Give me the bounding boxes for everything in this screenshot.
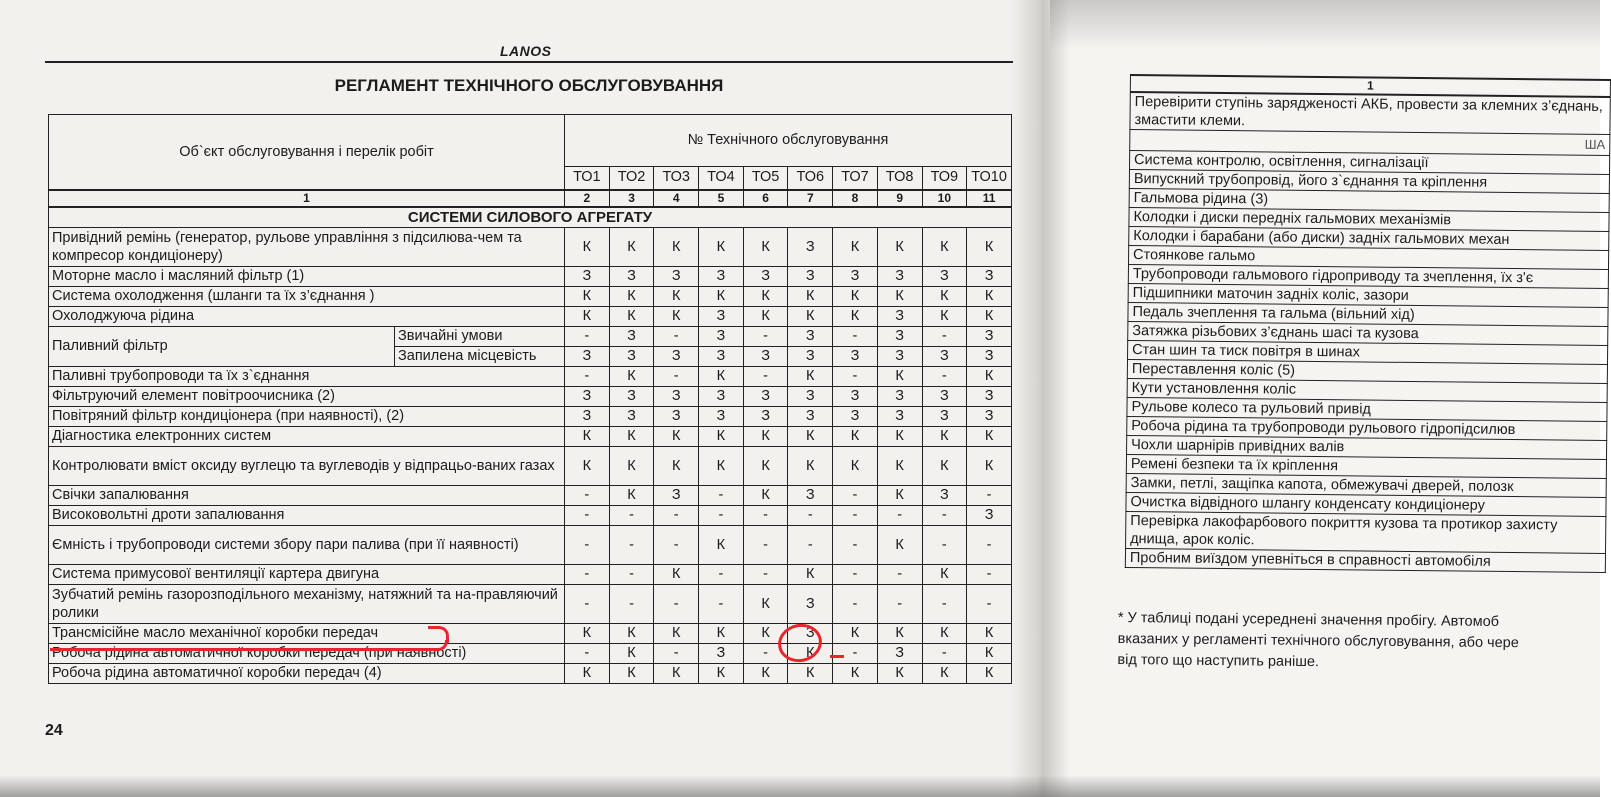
table-cell: К <box>833 664 878 684</box>
table-cell: К <box>609 624 654 644</box>
table-cell: З <box>833 387 878 407</box>
table-cell: К <box>699 447 744 486</box>
table-cell: К <box>967 644 1012 664</box>
table-cell: К <box>609 664 654 684</box>
table-cell: К <box>565 228 610 267</box>
table-cell: - <box>743 526 788 565</box>
table-cell: - <box>565 506 610 526</box>
table-cell: - <box>609 526 654 565</box>
table-cell: З <box>699 307 744 327</box>
table-cell: К <box>967 427 1012 447</box>
table-cell: К <box>609 486 654 506</box>
table-cell: З <box>967 387 1012 407</box>
table-cell: - <box>833 506 878 526</box>
right-table-item: Кути установлення коліс <box>1127 378 1607 402</box>
footnote-line: * У таблиці подані усереднені значення пробігу. Автомоб <box>1117 609 1500 630</box>
column-number: 5 <box>699 190 744 207</box>
row-label: Робоча рідина автоматичної коробки передач (4) <box>49 664 565 684</box>
table-cell: З <box>565 347 610 367</box>
right-table-item: Замки, петлі, защіпка капота, обмежувачі дверей, полозк <box>1126 473 1606 497</box>
table-cell: З <box>877 327 922 347</box>
table-cell: К <box>609 287 654 307</box>
table-cell: З <box>743 387 788 407</box>
table-cell: К <box>967 447 1012 486</box>
right-table-item: Перевірка лакофарбового покриття кузова та протикор захисту днища, арок коліс. <box>1126 511 1606 553</box>
table-cell: З <box>699 347 744 367</box>
table-row <box>49 387 1012 407</box>
table-cell: - <box>833 486 878 506</box>
right-table-item: Трубопроводи гальмового гідроприводу та зчеплення, їх з'є <box>1128 264 1608 288</box>
table-row <box>49 367 1012 387</box>
table-row <box>49 506 1012 526</box>
table-cell: - <box>743 327 788 347</box>
table-cell: К <box>654 228 699 267</box>
table-cell: З <box>743 267 788 287</box>
table-cell: К <box>833 427 878 447</box>
right-maintenance-table <box>1125 74 1611 573</box>
table-cell: - <box>833 565 878 585</box>
table-cell: - <box>699 585 744 624</box>
table-cell: З <box>788 624 833 644</box>
table-cell: З <box>699 407 744 427</box>
column-number: 9 <box>877 190 922 207</box>
table-cell: - <box>654 526 699 565</box>
to-column-header: ТО7 <box>833 166 878 190</box>
table-cell: К <box>743 307 788 327</box>
table-cell: - <box>922 644 967 664</box>
row-label: Діагностика електронних систем <box>49 427 565 447</box>
right-table-item: Підшипники маточин задніх коліс, зазори <box>1128 283 1608 307</box>
to-column-header: ТО9 <box>922 166 967 190</box>
table-cell: К <box>699 664 744 684</box>
table-cell: З <box>565 387 610 407</box>
row-label: Фільтруючий елемент повітроочисника (2) <box>49 387 565 407</box>
table-cell: К <box>788 447 833 486</box>
red-mark-annotation <box>830 655 844 658</box>
table-cell: З <box>788 327 833 347</box>
right-table-item: Педаль зчеплення та гальма (вільний хід) <box>1128 302 1608 326</box>
table-cell: К <box>565 427 610 447</box>
table-cell: - <box>699 486 744 506</box>
table-cell: К <box>833 447 878 486</box>
table-cell: К <box>922 565 967 585</box>
table-cell: К <box>609 644 654 664</box>
table-cell: З <box>877 644 922 664</box>
table-cell: - <box>743 367 788 387</box>
table-cell: - <box>877 585 922 624</box>
page-shadow <box>1050 0 1600 50</box>
table-cell: К <box>833 228 878 267</box>
row-label: Охолоджуюча рідина <box>49 307 565 327</box>
table-cell: З <box>922 267 967 287</box>
table-cell: К <box>699 287 744 307</box>
table-cell: - <box>565 565 610 585</box>
red-underline-annotation <box>50 640 448 651</box>
right-table-item: Затяжка різьбових з’єднань шасі та кузова <box>1128 321 1608 345</box>
row-label: Контролювати вміст оксиду вуглецю та вуглеводів у відпрацьо-ваних газах <box>49 447 565 486</box>
table-cell: К <box>699 624 744 644</box>
table-cell: К <box>565 307 610 327</box>
table-cell: З <box>967 506 1012 526</box>
table-cell: К <box>788 644 833 664</box>
right-table-item: Очистка відвідного шлангу конденсату кондиціонеру <box>1126 492 1606 516</box>
table-cell: - <box>967 565 1012 585</box>
table-cell: - <box>967 486 1012 506</box>
right-table-item: Чохли шарнірів привідних валів <box>1127 435 1607 459</box>
page-bottom-shadow <box>0 775 1600 797</box>
footnote <box>1117 608 1598 676</box>
table-cell: - <box>609 506 654 526</box>
to-column-header: ТО1 <box>565 166 610 190</box>
table-cell: З <box>609 267 654 287</box>
table-cell: - <box>922 506 967 526</box>
table-cell: К <box>743 664 788 684</box>
table-cell: - <box>922 327 967 347</box>
table-cell: К <box>654 307 699 327</box>
table-cell: З <box>654 486 699 506</box>
right-first-item: Перевірити ступінь зарядженості АКБ, провести за клемних з’єднань, змастити клеми. <box>1130 92 1610 135</box>
table-row <box>49 407 1012 427</box>
table-cell: К <box>922 228 967 267</box>
table-cell: З <box>833 407 878 427</box>
table-cell: З <box>788 347 833 367</box>
table-cell: К <box>565 624 610 644</box>
table-cell: К <box>877 624 922 644</box>
table-cell: З <box>788 486 833 506</box>
table-cell: З <box>788 267 833 287</box>
table-cell: - <box>699 506 744 526</box>
table-cell: К <box>877 486 922 506</box>
table-cell: К <box>609 427 654 447</box>
table-cell: К <box>699 228 744 267</box>
table-cell: - <box>699 565 744 585</box>
table-cell: З <box>699 644 744 664</box>
table-cell: З <box>609 327 654 347</box>
table-cell: З <box>788 585 833 624</box>
table-cell: К <box>788 565 833 585</box>
column-number: 3 <box>609 190 654 207</box>
table-cell: З <box>654 407 699 427</box>
table-cell: К <box>743 585 788 624</box>
table-cell: - <box>654 367 699 387</box>
running-header: LANOS <box>500 43 552 59</box>
row-label: Ємність і трубопроводи системи збору пари палива (при її наявності) <box>49 526 565 565</box>
to-column-header: ТО3 <box>654 166 699 190</box>
right-table-item: Ремені безпеки та їх кріплення <box>1126 454 1606 478</box>
table-cell: К <box>967 287 1012 307</box>
row-label: Зубчатий ремінь газорозподільного механізму, натяжний та на-правляючий ролики <box>49 585 565 624</box>
table-row <box>49 287 1012 307</box>
table-cell: - <box>743 644 788 664</box>
right-table-item: Переставлення коліс (5) <box>1127 359 1607 383</box>
table-cell: - <box>565 585 610 624</box>
column-number: 8 <box>833 190 878 207</box>
table-cell: З <box>699 387 744 407</box>
table-cell: З <box>877 307 922 327</box>
table-cell: - <box>565 526 610 565</box>
table-row <box>49 526 1012 565</box>
table-cell: К <box>609 228 654 267</box>
table-cell: К <box>654 624 699 644</box>
table-cell: З <box>922 486 967 506</box>
table-cell: К <box>967 307 1012 327</box>
table-cell: К <box>788 427 833 447</box>
table-cell: З <box>609 347 654 367</box>
table-cell: К <box>699 367 744 387</box>
table-row <box>49 327 1012 347</box>
table-cell: К <box>833 624 878 644</box>
row-label: Високовольтні дроти запалювання <box>49 506 565 526</box>
right-table-item: Випускний трубопровід, його з`єднання та кріплення <box>1129 170 1609 194</box>
table-row <box>49 585 1012 624</box>
table-row <box>49 664 1012 684</box>
table-cell: З <box>565 407 610 427</box>
table-cell: К <box>922 427 967 447</box>
table-cell: К <box>922 307 967 327</box>
table-cell: - <box>833 327 878 347</box>
table-cell: З <box>967 327 1012 347</box>
column-number: 2 <box>565 190 610 207</box>
table-cell: З <box>788 407 833 427</box>
row-sublabel: Запилена місцевість <box>395 347 565 367</box>
to-column-header: ТО8 <box>877 166 922 190</box>
to-column-header: ТО6 <box>788 166 833 190</box>
right-subheader: ША <box>1130 130 1610 156</box>
table-cell: К <box>699 526 744 565</box>
table-cell: - <box>788 506 833 526</box>
to-column-header: ТО4 <box>699 166 744 190</box>
right-table-item: Стоянкове гальмо <box>1129 245 1609 269</box>
column-number: 10 <box>922 190 967 207</box>
to-header: № Технічного обслуговування <box>565 115 1012 167</box>
column-number: 6 <box>743 190 788 207</box>
table-cell: К <box>877 427 922 447</box>
table-cell: - <box>788 526 833 565</box>
table-cell: - <box>967 526 1012 565</box>
table-cell: - <box>565 486 610 506</box>
row-label: Система охолодження (шланги та їх з’єднання ) <box>49 287 565 307</box>
table-cell: К <box>967 664 1012 684</box>
to-column-header: ТО2 <box>609 166 654 190</box>
table-cell: З <box>877 267 922 287</box>
column-number: 11 <box>967 190 1012 207</box>
table-cell: К <box>743 228 788 267</box>
table-cell: - <box>877 506 922 526</box>
table-cell: - <box>922 585 967 624</box>
table-cell: К <box>922 664 967 684</box>
table-cell: К <box>877 367 922 387</box>
table-row <box>49 447 1012 486</box>
table-cell: - <box>877 565 922 585</box>
header-rule <box>45 61 1013 63</box>
table-cell: - <box>743 506 788 526</box>
table-cell: З <box>967 407 1012 427</box>
table-cell: К <box>743 427 788 447</box>
table-cell: З <box>565 267 610 287</box>
table-cell: К <box>833 307 878 327</box>
right-table-item: Пробним виїздом упевніться в справності автомобіля <box>1125 548 1605 572</box>
right-table-item: Робоча рідина та трубопроводи рульового гідропідсилюв <box>1127 416 1607 440</box>
table-cell: К <box>565 287 610 307</box>
table-cell: К <box>833 287 878 307</box>
table-cell: З <box>922 407 967 427</box>
table-cell: К <box>565 664 610 684</box>
table-cell: - <box>922 526 967 565</box>
table-cell: З <box>654 347 699 367</box>
table-cell: К <box>609 447 654 486</box>
table-cell: К <box>743 486 788 506</box>
table-cell: З <box>699 327 744 347</box>
row-label: Повітряний фільтр кондиціонера (при наявності), (2) <box>49 407 565 427</box>
table-cell: К <box>654 565 699 585</box>
table-row <box>49 228 1012 267</box>
table-cell: - <box>967 585 1012 624</box>
table-cell: К <box>877 447 922 486</box>
table-cell: З <box>833 347 878 367</box>
table-cell: З <box>967 267 1012 287</box>
row-label: Паливний фільтр <box>49 327 395 367</box>
row-label: Система примусової вентиляції картера двигуна <box>49 565 565 585</box>
column-number: 4 <box>654 190 699 207</box>
table-cell: К <box>877 287 922 307</box>
table-cell: К <box>654 427 699 447</box>
table-cell: К <box>743 287 788 307</box>
table-row <box>49 267 1012 287</box>
object-header: Об`єкт обслуговування і перелік робіт <box>49 115 565 191</box>
table-cell: З <box>877 347 922 367</box>
table-cell: З <box>922 387 967 407</box>
row-label: Трансмісійне масло механічної коробки передач <box>49 624 565 644</box>
page-number: 24 <box>45 722 63 739</box>
table-cell: К <box>699 427 744 447</box>
row-label: Привідний ремінь (генератор, рульове управління з підсилюва-чем та компресор кондиціонеру) <box>49 228 565 267</box>
table-cell: З <box>654 267 699 287</box>
row-label: Свічки запалювання <box>49 486 565 506</box>
table-cell: - <box>654 644 699 664</box>
footnote-line: від того що наступить раніше. <box>1117 651 1320 671</box>
table-cell: - <box>565 327 610 347</box>
table-cell: К <box>565 447 610 486</box>
table-cell: З <box>654 387 699 407</box>
table-row <box>49 565 1012 585</box>
table-cell: З <box>967 347 1012 367</box>
table-cell: - <box>654 585 699 624</box>
right-table-item: Колодки і барабани (або диски) задніх гальмових механ <box>1129 226 1609 250</box>
table-cell: К <box>877 526 922 565</box>
right-table-item: Система контролю, освітлення, сигналізації <box>1129 151 1609 175</box>
maintenance-table <box>48 114 1012 684</box>
table-cell: З <box>699 267 744 287</box>
table-cell: З <box>877 407 922 427</box>
table-row <box>49 307 1012 327</box>
table-cell: К <box>967 624 1012 644</box>
table-cell: К <box>788 287 833 307</box>
row-label: Паливні трубопроводи та їх з`єднання <box>49 367 565 387</box>
right-table-item: Гальмова рідина (3) <box>1129 188 1609 212</box>
table-cell: З <box>877 387 922 407</box>
right-table-item: Рульове колесо та рульовий привід <box>1127 397 1607 421</box>
table-cell: - <box>833 526 878 565</box>
table-cell: - <box>565 644 610 664</box>
table-cell: К <box>967 228 1012 267</box>
column-number: 1 <box>49 190 565 207</box>
table-cell: - <box>654 506 699 526</box>
table-cell: К <box>743 624 788 644</box>
right-table-item: Колодки і диски передніх гальмових механізмів <box>1129 207 1609 231</box>
table-cell: К <box>922 287 967 307</box>
row-label: Робоча рідина автоматичної коробки передач (при наявності) <box>49 644 565 664</box>
table-cell: З <box>743 407 788 427</box>
table-cell: К <box>788 664 833 684</box>
table-cell: К <box>743 447 788 486</box>
table-cell: К <box>788 307 833 327</box>
table-cell: З <box>609 407 654 427</box>
table-cell: К <box>788 367 833 387</box>
table-cell: К <box>609 367 654 387</box>
table-cell: - <box>609 565 654 585</box>
table-cell: - <box>654 327 699 347</box>
table-cell: К <box>654 287 699 307</box>
table-cell: З <box>609 387 654 407</box>
table-cell: К <box>877 664 922 684</box>
table-cell: - <box>609 585 654 624</box>
footnote-line: вказаних у регламенті технічного обслуговування, або чере <box>1117 630 1519 652</box>
right-table-item: Стан шин та тиск повітря в шинах <box>1128 340 1608 364</box>
table-row <box>49 486 1012 506</box>
to-column-header: ТО5 <box>743 166 788 190</box>
table-cell: З <box>833 267 878 287</box>
page-title: РЕГЛАМЕНТ ТЕХНІЧНОГО ОБСЛУГОВУВАННЯ <box>334 76 724 95</box>
row-label: Моторне масло і масляний фільтр (1) <box>49 267 565 287</box>
red-underline-annotation-end <box>428 626 449 643</box>
table-cell: - <box>833 644 878 664</box>
table-row <box>49 427 1012 447</box>
table-cell: К <box>609 307 654 327</box>
row-sublabel: Звичайні умови <box>395 327 565 347</box>
table-cell: З <box>743 347 788 367</box>
table-cell: - <box>743 565 788 585</box>
table-cell: З <box>788 387 833 407</box>
table-cell: К <box>922 624 967 644</box>
table-cell: - <box>833 585 878 624</box>
table-cell: - <box>565 367 610 387</box>
table-cell: К <box>877 228 922 267</box>
table-cell: К <box>654 664 699 684</box>
table-cell: З <box>922 347 967 367</box>
column-numbers-row <box>49 190 1012 207</box>
right-column-number: 1 <box>1130 75 1610 97</box>
table-cell: - <box>922 367 967 387</box>
section-title: СИСТЕМИ СИЛОВОГО АГРЕГАТУ <box>49 207 1012 228</box>
table-cell: К <box>967 367 1012 387</box>
table-cell: - <box>833 367 878 387</box>
book-gutter <box>1010 0 1070 797</box>
to-column-header: ТО10 <box>967 166 1012 190</box>
column-number: 7 <box>788 190 833 207</box>
table-cell: К <box>922 447 967 486</box>
table-cell: К <box>654 447 699 486</box>
table-cell: З <box>788 228 833 267</box>
